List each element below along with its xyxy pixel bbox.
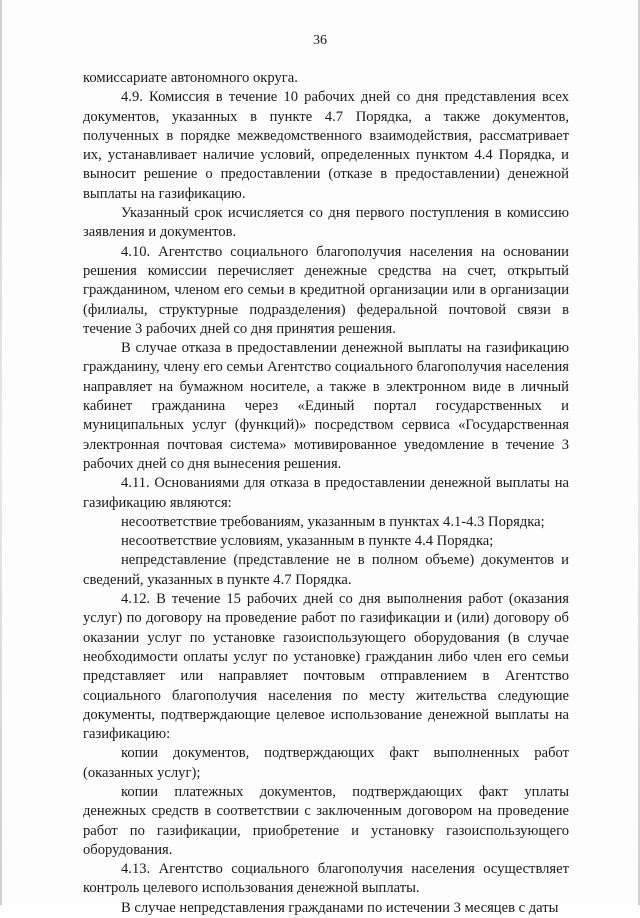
list-item: несоответствие требованиям, указанным в пунктах 4.1-4.3 Порядка; bbox=[121, 513, 545, 530]
paragraph-4-9: 4.9. Комиссия в течение 10 рабочих дней со дня представления всех документов, указанных в пункте 4.7 Порядка, а также документов, полученных в порядке межведомственного взаимодействия, рассматривает их, устанавливает наличие условий, определенных пунктом 4.4 Порядка, и выносит решение о предоставлении (отказе в предоставлении) денежной выплаты на газификацию. bbox=[83, 89, 569, 202]
documents-list bbox=[83, 744, 569, 860]
paragraph-continuation: комиссариате автономного округа. bbox=[83, 70, 298, 86]
page-number: 36 bbox=[313, 33, 327, 48]
list-item: непредставление (представление не в полном объеме) документов и сведений, указанных в пункте 4.7 Порядка. bbox=[83, 552, 569, 588]
list-item: копии документов, подтверждающих факт выполненных работ (оказанных услуг); bbox=[83, 745, 569, 781]
refusal-grounds-list bbox=[83, 513, 569, 590]
paragraph-4-12: 4.12. В течение 15 рабочих дней со дня выполнения работ (оказания услуг) по договору на проведение работ по газификации и (или) договору об оказании услуг по установке газоиспользующего оборудования (в случае необходимости оплаты услуг по установке) гражданин либо член его семьи представляет или направляет почтовым отправлением в Агентство социального благополучия населения по месту жительства следующие документы, подтверждающие целевое использование денежной выплаты на газификацию: bbox=[83, 591, 569, 743]
paragraph-4-11: 4.11. Основаниями для отказа в предоставлении денежной выплаты на газификацию являются: bbox=[83, 475, 569, 511]
list-item: копии платежных документов, подтверждающих факт уплаты денежных средств в соответствии с заключенным договором на проведение работ по газификации, приобретение и установку газоиспользующего оборудования. bbox=[83, 783, 569, 858]
paragraph-4-10: 4.10. Агентство социального благополучия населения на основании решения комиссии перечисляет денежные средства на счет, открытый гражданином, членом его семьи в кредитной организации или в организации (филиалы, структурные подразделения) федеральной почтовой связи в течение 3 рабочих дней со дня принятия решения. bbox=[83, 243, 569, 337]
paragraph-deadline-note: Указанный срок исчисляется со дня первого поступления в комиссию заявления и документов. bbox=[83, 205, 569, 241]
list-item: несоответствие условиям, указанным в пункте 4.4 Порядка; bbox=[121, 533, 494, 550]
paragraph-refusal-notice: В случае отказа в предоставлении денежной выплаты на газификацию гражданину, члену его семьи Агентство социального благополучия населения направляет на бумажном носителе, а также в электронном виде в личный кабинет гражданина через «Единый портал государственных и муниципальных услуг (функций)» посредством сервиса «Государственная электронная почтовая система» мотивированное уведомление в течение 3 рабочих дней со дня вынесения решения. bbox=[83, 340, 569, 472]
document-body bbox=[83, 69, 569, 918]
paragraph-non-submission: В случае непредставления гражданами по истечении 3 месяцев с даты bbox=[121, 899, 559, 916]
scan-left-edge bbox=[0, 0, 2, 905]
paragraph-4-13: 4.13. Агентство социального благополучия населения осуществляет контроль целевого использования денежной выплаты. bbox=[83, 861, 569, 897]
